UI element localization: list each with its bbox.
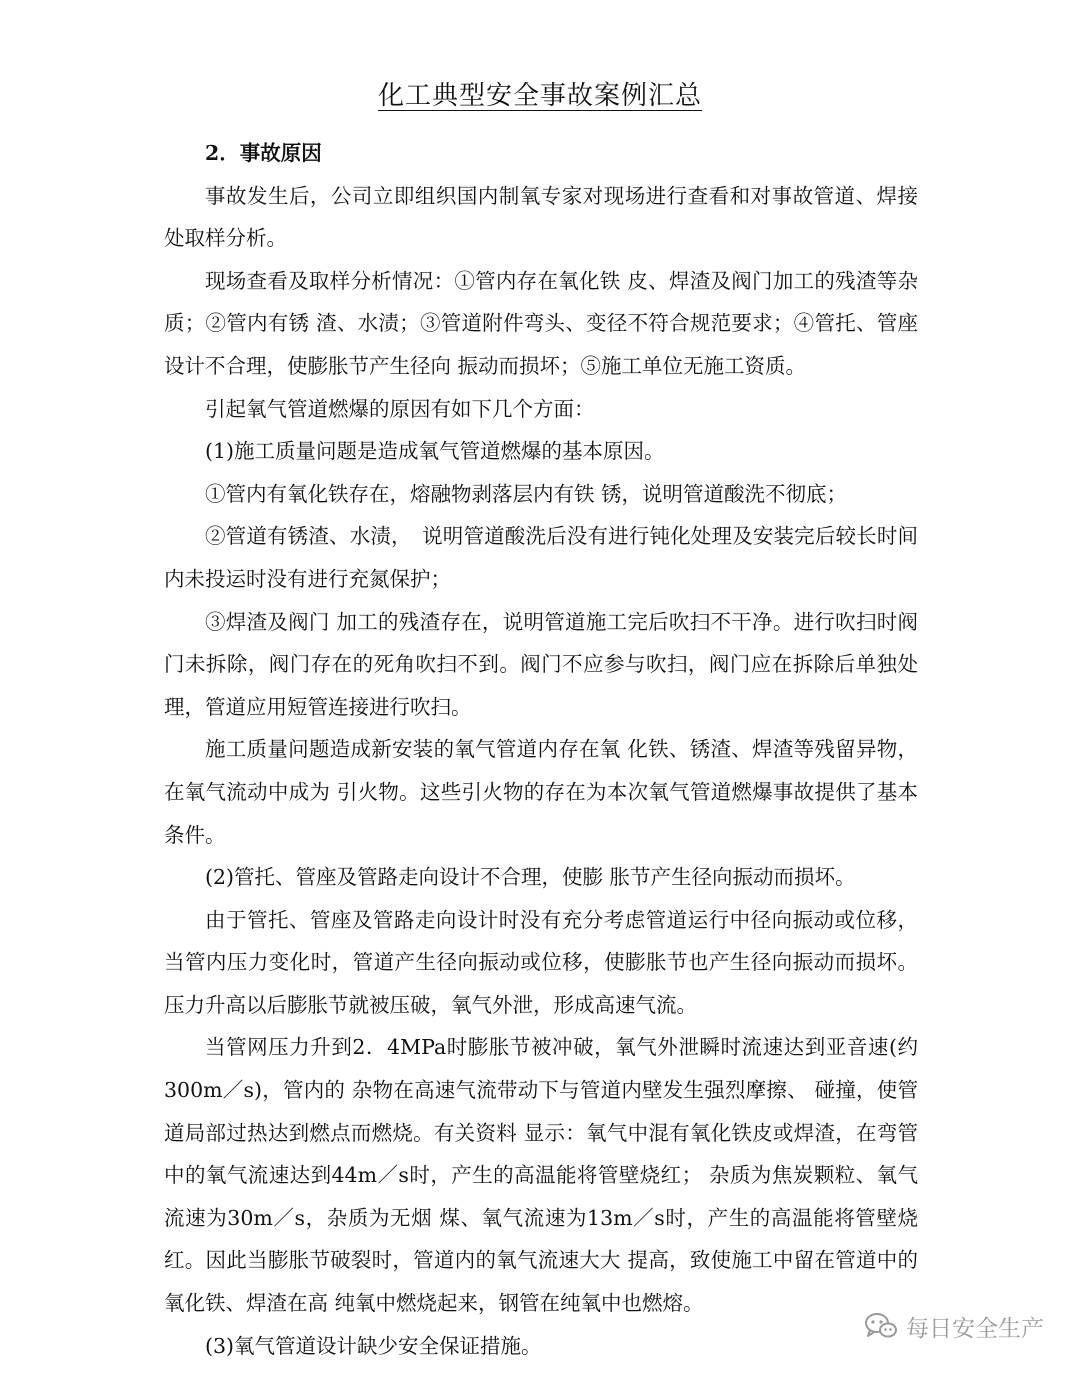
wechat-icon — [864, 1311, 898, 1341]
document-title-text: 化工典型安全事故案例汇总 — [377, 81, 702, 111]
document-body — [164, 132, 918, 1367]
paragraph: ②管道有锈渣、水渍， 说明管道酸洗后没有进行钝化处理及安装完后较长时间内未投运时没有进行充氮保护； — [164, 524, 918, 591]
paragraph: 由于管托、管座及管路走向设计时没有充分考虑管道运行中径向振动或位移，当管内压力变化时，管道产生径向振动或位移，使膨胀节也产生径向振动而损坏。压力升高以后膨胀节就被压破，氧气外泄，形成高速气流。 — [164, 907, 918, 1017]
watermark — [864, 1306, 1044, 1346]
section-heading: 2．事故原因 — [205, 141, 322, 165]
paragraph: ③焊渣及阀门 加工的残渣存在，说明管道施工完后吹扫不干净。进行吹扫时阀门未拆除，阀门存在的死角吹扫不到。阀门不应参与吹扫，阀门应在拆除后单独处理，管道应用短管连接进行吹扫。 — [164, 609, 918, 719]
paragraph: 当管网压力升到2．4MPa时膨胀节被冲破，氧气外泄瞬时流速达到亚音速(约300m／s)，管内的 杂物在高速气流带动下与管道内壁发生强烈摩擦、 碰撞，使管道局部过热达到燃点而燃烧。有关资料 显示：氧气中混有氧化铁皮或焊渣，在弯管中的氧气流速达到44m／s时，产生的高温能将管壁烧红； 杂质为焦炭颗粒、氧气流速为30m／s，杂质为无烟 煤、氧气流速为13m／s时，产生的高温能将管壁烧 红。因此当膨胀节破裂时，管道内的氧气流速大大 提高，致使施工中留在管道中的氧化铁、焊渣在高 纯氧中燃烧起来，钢管在纯氧中也燃熔。 — [164, 1035, 918, 1316]
paragraph: 施工质量问题造成新安装的氧气管道内存在氧 化铁、锈渣、焊渣等残留异物，在氧气流动中成为 引火物。这些引火物的存在为本次氧气管道燃爆事故提供了基本条件。 — [164, 737, 918, 847]
paragraph: 引起氧气管道燃爆的原因有如下几个方面： — [205, 396, 595, 421]
paragraph: 现场查看及取样分析情况：①管内存在氧化铁 皮、焊渣及阀门加工的残渣等杂质；②管内有锈 渣、水渍；③管道附件弯头、变径不符合规范要求；④管托、管座设计不合理，使膨胀节产生径向 振动而损坏；⑤施工单位无施工资质。 — [164, 268, 918, 378]
document-title — [0, 74, 1080, 118]
watermark-text: 每日安全生产 — [906, 1315, 1044, 1342]
paragraph: 事故发生后，公司立即组织国内制氧专家对现场进行查看和对事故管道、焊接处取样分析。 — [164, 183, 918, 251]
paragraph: (1)施工质量问题是造成氧气管道燃爆的基本原因。 — [205, 439, 665, 464]
paragraph: ①管内有氧化铁存在，熔融物剥落层内有铁 锈，说明管道酸洗不彻底； — [205, 481, 848, 506]
paragraph: (2)管托、管座及管路走向设计不合理，使膨 胀节产生径向振动而损坏。 — [205, 865, 856, 890]
paragraph: (3)氧气管道设计缺少安全保证措施。 — [205, 1333, 542, 1358]
